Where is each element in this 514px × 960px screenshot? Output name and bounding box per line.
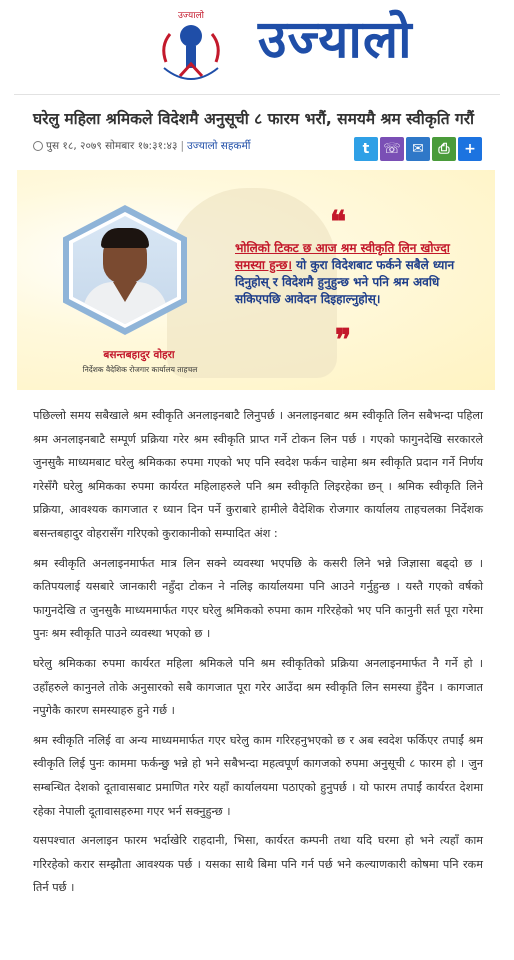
paragraph: पछिल्लो समय सबैखाले श्रम स्वीकृति अनलाइनबाटै लिनुपर्छ । अनलाइनबाट श्रम स्वीकृति लिन सबैभन्दा पहिला श्रम अनलाइनबाटै सम्पूर्ण प्रक्रिया गरेर श्रम स्वीकृति प्राप्त गर्ने टोकन लिन पर्छ । गएको फागुनदेखि सरकारले जुनसुकै माध्यमबाट घरेलु श्रमिकका रुपमा गएको भए पनि स्वदेश फर्कन चाहेमा श्रम स्वीकृति प्रदान गर्ने निर्णय गरेसँगै घरेलु श्रमिकका रुपमा कार्यरत महिलाहरुले पनि श्रम स्वीकृति लिइरहेका छन् । श्रमिक स्वीकृति लिने प्रक्रिया, आवश्यक कागजात र ध्यान दिन पर्ने कुराबारे हामीले वैदेशिक रोजगार कार्यालय ताहचलका निर्देशक बसन्तबहादुर वोहरासँग गरिएको कुराकानीको सम्पादित अंश : [33,409,483,540]
pull-quote [235,240,480,308]
header-divider [14,94,500,95]
paragraph: यसपश्चात अनलाइन फारम भर्दाखेरि राहदानी, भिसा, कार्यरत कम्पनी तथा यदि घरमा हो भने त्यहाँ काम गरिरहेको करार सम्झौता आवश्यक पर्छ । यसका साथै बिमा पनि गर्न पर्छ भने कल्याणकारी कोषमा पनि रकम तिर्न पर्छ । [33,834,483,895]
article-title: घरेलु महिला श्रमिकले विदेशमै अनुसूची ८ फारम भरौं, समयमै श्रम स्वीकृति गरौं [33,110,475,128]
clock-icon [33,141,43,151]
email-icon[interactable]: ✉ [406,137,430,161]
article-date: पुस १८, २०७९ सोमबार १७:३१:४३ [46,140,178,152]
paragraph: श्रम स्वीकृति अनलाइनमार्फत मात्र लिन सक्ने व्यवस्था भएपछि के कसरी लिने भन्ने जिज्ञासा बढ्दो छ । कतिपयलाई यसबारे जानकारी नहुँदा टोकन ने नलिइ कार्यालयमा पनि आउने गर्नुहुन्छ । यस्तै गएको वर्षको फागुनदेखि त जुनसुकै माध्यममार्फत गएर घरेलु श्रमिकको रुपमा काम गरिरहेको भए पनि कानुनी सर्त पूरा गरेमा पुनः श्रम स्वीकृति पाउने व्यवस्था भएको छ । [33,556,483,641]
site-logo[interactable]: उज्यालो [258,10,413,70]
quote-highlight: भोलिको टिकट छ आज श्रम स्वीकृति लिन खोज्दा समस्या हुन्छ। [235,241,450,272]
paragraph: श्रम स्वीकृति नलिई वा अन्य माध्यममार्फत गएर घरेलु काम गरिरहनुभएको छ र अब स्वदेश फर्किएर तपाईं श्रम स्वीकृति लिई पुनः काममा फर्कन्छु भन्ने हो भने सबैभन्दा महत्वपूर्ण कागजको रुपमा अनुसूची ८ फारम हो । जुन सम्बन्धित देशको दूतावासबाट प्रमाणित गरेर यहाँ कार्यालयमा पठाएको हुनुपर्छ । यो फारम तपाईं कार्यरत देशमा रहेका नेपाली दूतावासहरुमा गएर भर्न सक्नुहुन्छ । [33,733,483,818]
person-role: निर्देशक वैदेशिक रोजगार कार्यालय ताहचल [82,365,198,374]
meta-separator: | [180,140,184,152]
feature-image [17,170,495,390]
article-author-link[interactable]: उज्यालो सहकर्मी [187,140,251,152]
article-body [33,404,483,906]
print-icon[interactable]: ⎙ [432,137,456,161]
plus-icon[interactable]: + [458,137,482,161]
logo-mark-text: उज्यालो [177,11,205,21]
viber-icon[interactable]: ☏ [380,137,404,161]
person-name: बसन्तबहादुर वोहरा [103,349,175,361]
share-bar [354,137,482,161]
article-meta [33,139,250,153]
quote-body: यो कुरा विदेशबाट फर्कने सबैले ध्यान दिनुहोस् र विदेशमै हुनुहुन्छ भने पनि श्रम अवधि सकिएपछि आवेदन दिइहाल्नुहोस्। [235,258,455,306]
quote-close-icon: ❞ [335,323,352,358]
masthead [0,0,514,88]
twitter-icon[interactable]: t [354,137,378,161]
logo-mark-icon[interactable] [150,6,232,86]
quote-open-icon: ❝ [330,205,347,240]
paragraph: घरेलु श्रमिकका रुपमा कार्यरत महिला श्रमिकले पनि श्रम स्वीकृतिको प्रक्रिया अनलाइनमार्फत नै गर्ने हो । उहाँहरुले कानुनले तोके अनुसारको सबै कागजात पूरा गरेर आउँदा श्रम स्वीकृति लिन समस्या हुँदैन । कागजात नपुगेकै कारण समस्याहरु हुने गर्छ । [33,656,483,718]
